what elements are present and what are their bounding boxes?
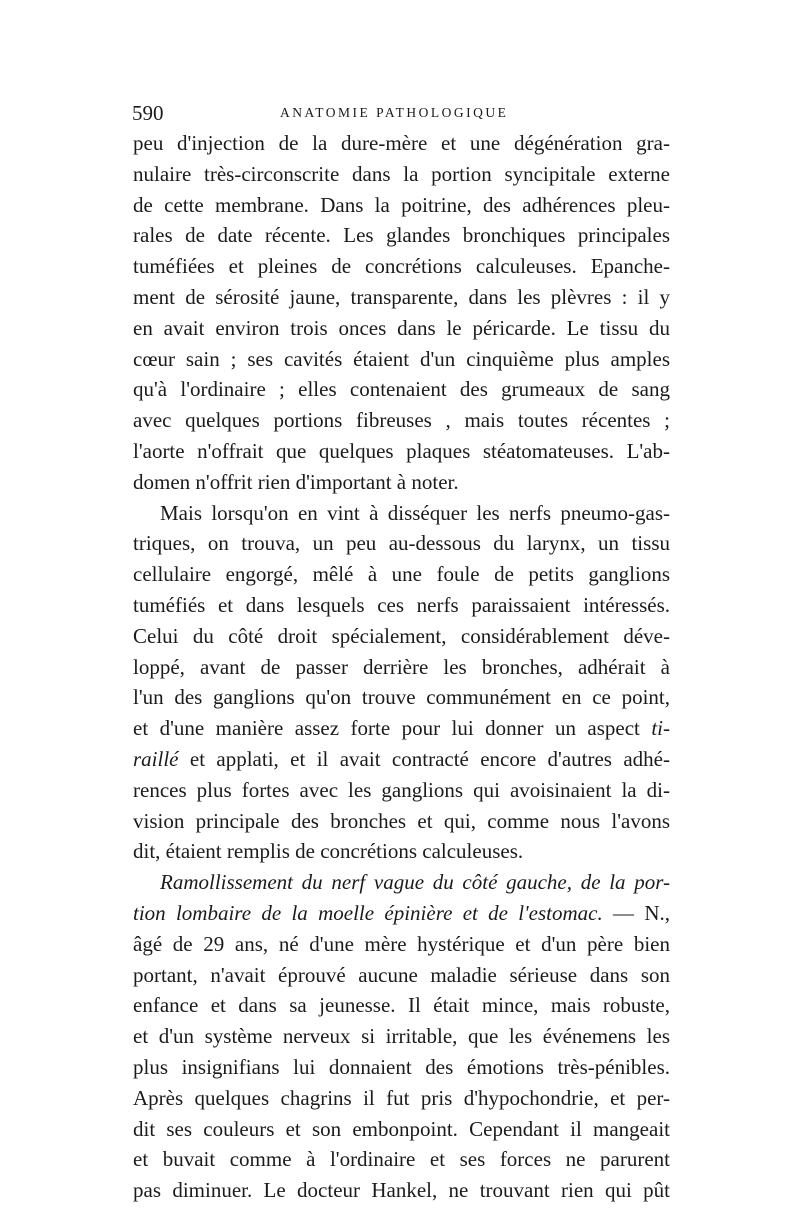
text-line: portant, n'avait éprouvé aucune maladie sérieuse dans son [133,962,670,987]
text-line: tion lombaire de la moelle épinière et de l'estomac. — N., [133,900,670,925]
paragraph-2 [133,498,670,868]
text-line: l'aorte n'offrait que quelques plaques stéatomateuses. L'ab- [133,438,670,463]
text-line: Ramollissement du nerf vague du côté gauche, de la por- [160,870,670,895]
text-line: qu'à l'ordinaire ; elles contenaient des grumeaux de sang [133,377,670,402]
text-line: avec quelques portions fibreuses , mais toutes récentes ; [133,408,670,433]
text-line: et buvait comme à l'ordinaire et ses forces ne parurent [133,1147,670,1172]
text-line: âgé de 29 ans, né d'une mère hystérique et d'un père bien [133,931,670,956]
text-line: tuméfiés et dans lesquels ces nerfs paraissaient intéressés. [133,592,670,617]
text-line: raillé et applati, et il avait contracté encore d'autres adhé- [133,746,670,771]
paragraph-3 [133,867,670,1206]
text-line: domen n'offrit rien d'important à noter. [133,469,459,494]
running-title: ANATOMIE PATHOLOGIQUE [280,105,509,120]
text-line: dit ses couleurs et son embonpoint. Cependant il mangeait [133,1116,670,1141]
text-line: Après quelques chagrins il fut pris d'hypochondrie, et per- [133,1085,670,1110]
text-line: et d'une manière assez forte pour lui donner un aspect ti- [133,716,670,741]
text-line: plus insignifians lui donnaient des émotions très-pénibles. [133,1054,670,1079]
text-line: loppé, avant de passer derrière les bronches, adhérait à [133,654,670,679]
text-line: tuméfiées et pleines de concrétions calculeuses. Epanche- [133,254,670,279]
text-line: de cette membrane. Dans la poitrine, des adhérences pleu- [133,192,670,217]
body-text [133,128,670,1206]
text-line: pas diminuer. Le docteur Hankel, ne trouvant rien qui pût [133,1178,670,1203]
text-line: et d'un système nerveux si irritable, que les événemens les [133,1024,670,1049]
text-line: ment de sérosité jaune, transparente, dans les plèvres : il y [133,284,670,309]
text-line: vision principale des bronches et qui, comme nous l'avons [133,808,670,833]
text-line: cœur sain ; ses cavités étaient d'un cinquième plus amples [133,346,670,371]
paragraph-1 [133,128,670,498]
text-line: dit, étaient remplis de concrétions calculeuses. [133,839,524,864]
text-line: Mais lorsqu'on en vint à disséquer les nerfs pneumo-gas- [160,500,670,525]
text-line: nulaire très-circonscrite dans la portion syncipitale externe [133,161,670,186]
text-line: en avait environ trois onces dans le péricarde. Le tissu du [133,315,670,340]
text-line: l'un des ganglions qu'on trouve communément en ce point, [133,685,670,710]
text-line: rences plus fortes avec les ganglions qui avoisinaient la di- [133,777,670,802]
page-header [132,98,677,128]
text-line: cellulaire engorgé, mêlé à une foule de petits ganglions [133,562,670,587]
text-line: peu d'injection de la dure-mère et une dégénération gra- [133,131,670,155]
text-line: enfance et dans sa jeunesse. Il était mince, mais robuste, [133,993,670,1018]
page-number: 590 [132,101,164,125]
text-line: triques, on trouva, un peu au-dessous du larynx, un tissu [133,531,670,556]
text-line: Celui du côté droit spécialement, considérablement déve- [133,623,670,648]
text-line: rales de date récente. Les glandes bronchiques principales [133,223,670,248]
